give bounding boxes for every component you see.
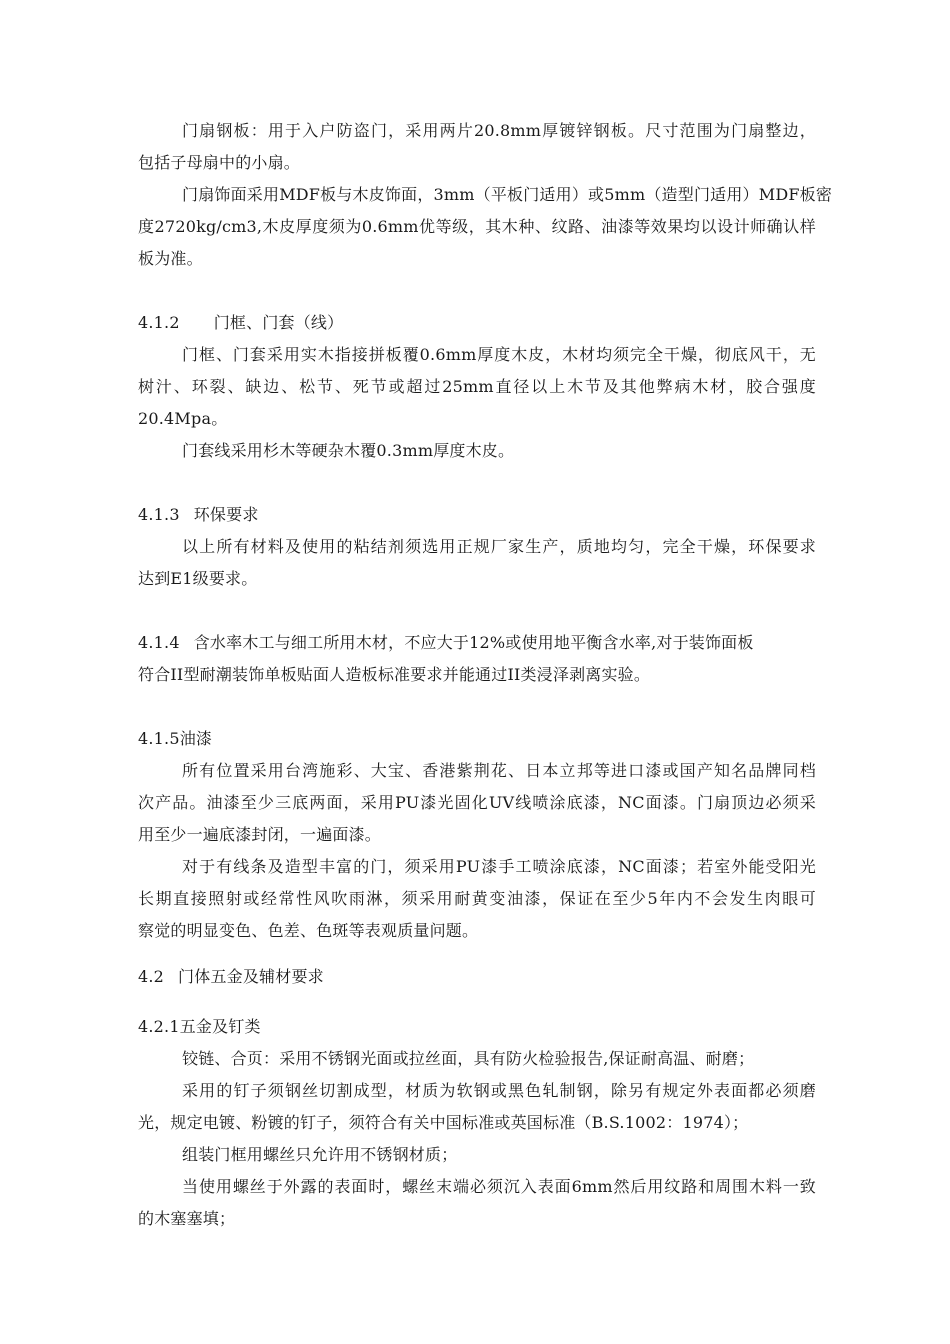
paragraph-line: 符合II型耐潮装饰单板贴面人造板标准要求并能通过II类浸泽剥离实验。 xyxy=(138,665,651,684)
paragraph-line: 包括子母扇中的小扇。 xyxy=(138,153,301,172)
paragraph-line: 组装门框用螺丝只允许用不锈钢材质； xyxy=(182,1145,458,1164)
section-number: 4.1.2 xyxy=(138,313,180,332)
section-4-1-4-line xyxy=(138,631,754,655)
section-number: 4.2 xyxy=(138,967,165,986)
section-number: 4.1.3 xyxy=(138,505,180,524)
paragraph-line: 门套线采用杉木等硬杂木覆0.3mm厚度木皮。 xyxy=(182,441,515,460)
paragraph-line: 采用的钉子须钢丝切割成型，材质为软钢或黑色轧制钢，除另有规定外表面都必须磨 xyxy=(182,1081,816,1100)
paragraph-line: 次产品。油漆至少三底两面，采用PU漆光固化UV线喷涂底漆，NC面漆。门扇顶边必须采 xyxy=(138,793,816,812)
section-title: 门框、门套（线） xyxy=(213,313,344,332)
paragraph-line: 的木塞塞填； xyxy=(138,1209,236,1228)
section-number: 4.1.4 xyxy=(138,633,180,652)
paragraph-line: 门框、门套采用实木指接拼板覆0.6mm厚度木皮，木材均须完全干燥，彻底风干，无 xyxy=(182,345,816,364)
paragraph-line: 以上所有材料及使用的粘结剂须选用正规厂家生产，质地均匀，完全干燥，环保要求 xyxy=(182,537,816,556)
section-heading-4-1-3 xyxy=(138,503,259,527)
section-heading-4-2-1: 4.2.1五金及钉类 xyxy=(138,1017,261,1036)
paragraph-line: 门扇钢板：用于入户防盗门，采用两片20.8mm厚镀锌钢板。尺寸范围为门扇整边， xyxy=(182,121,816,140)
section-heading-4-1-5: 4.1.5油漆 xyxy=(138,729,213,748)
paragraph-line: 光，规定电镀、粉镀的钉子，须符合有关中国标准或英国标准（B.S.1002：1974）； xyxy=(138,1113,749,1132)
paragraph-line: 用至少一遍底漆封闭，一遍面漆。 xyxy=(138,825,382,844)
paragraph-line: 达到E1级要求。 xyxy=(138,569,258,588)
paragraph-text: 含水率木工与细工所用木材，不应大于12%或使用地平衡含水率,对于装饰面板 xyxy=(193,633,754,652)
section-heading-4-1-2 xyxy=(138,311,343,335)
section-title: 环保要求 xyxy=(193,505,259,524)
paragraph-line: 20.4Mpa。 xyxy=(138,409,228,428)
paragraph-line: 对于有线条及造型丰富的门，须采用PU漆手工喷涂底漆，NC面漆；若室外能受阳光 xyxy=(182,857,816,876)
paragraph-line: 长期直接照射或经常性风吹雨淋，须采用耐黄变油漆，保证在至少5年内不会发生肉眼可 xyxy=(138,889,816,908)
section-title: 门体五金及辅材要求 xyxy=(178,967,324,986)
paragraph-line: 树汁、环裂、缺边、松节、死节或超过25mm直径以上木节及其他弊病木材，胶合强度 xyxy=(138,377,816,396)
paragraph-line: 度2720kg/cm3,木皮厚度须为0.6mm优等级，其木种、纹路、油漆等效果均以设计师确认样 xyxy=(138,217,816,236)
paragraph-line: 板为准。 xyxy=(138,249,203,268)
paragraph-line: 门扇饰面采用MDF板与木皮饰面，3mm（平板门适用）或5mm（造型门适用）MDF板密 xyxy=(182,185,833,204)
paragraph-line: 当使用螺丝于外露的表面时，螺丝末端必须沉入表面6mm然后用纹路和周围木料一致 xyxy=(182,1177,816,1196)
paragraph-line: 所有位置采用台湾施彩、大宝、香港紫荆花、日本立邦等进口漆或国产知名品牌同档 xyxy=(182,761,816,780)
paragraph-line: 察觉的明显变色、色差、色斑等表观质量问题。 xyxy=(138,921,479,940)
paragraph-line: 铰链、合页：采用不锈钢光面或拉丝面，具有防火检验报告,保证耐高温、耐磨； xyxy=(182,1049,755,1068)
section-heading-4-2 xyxy=(138,965,324,989)
